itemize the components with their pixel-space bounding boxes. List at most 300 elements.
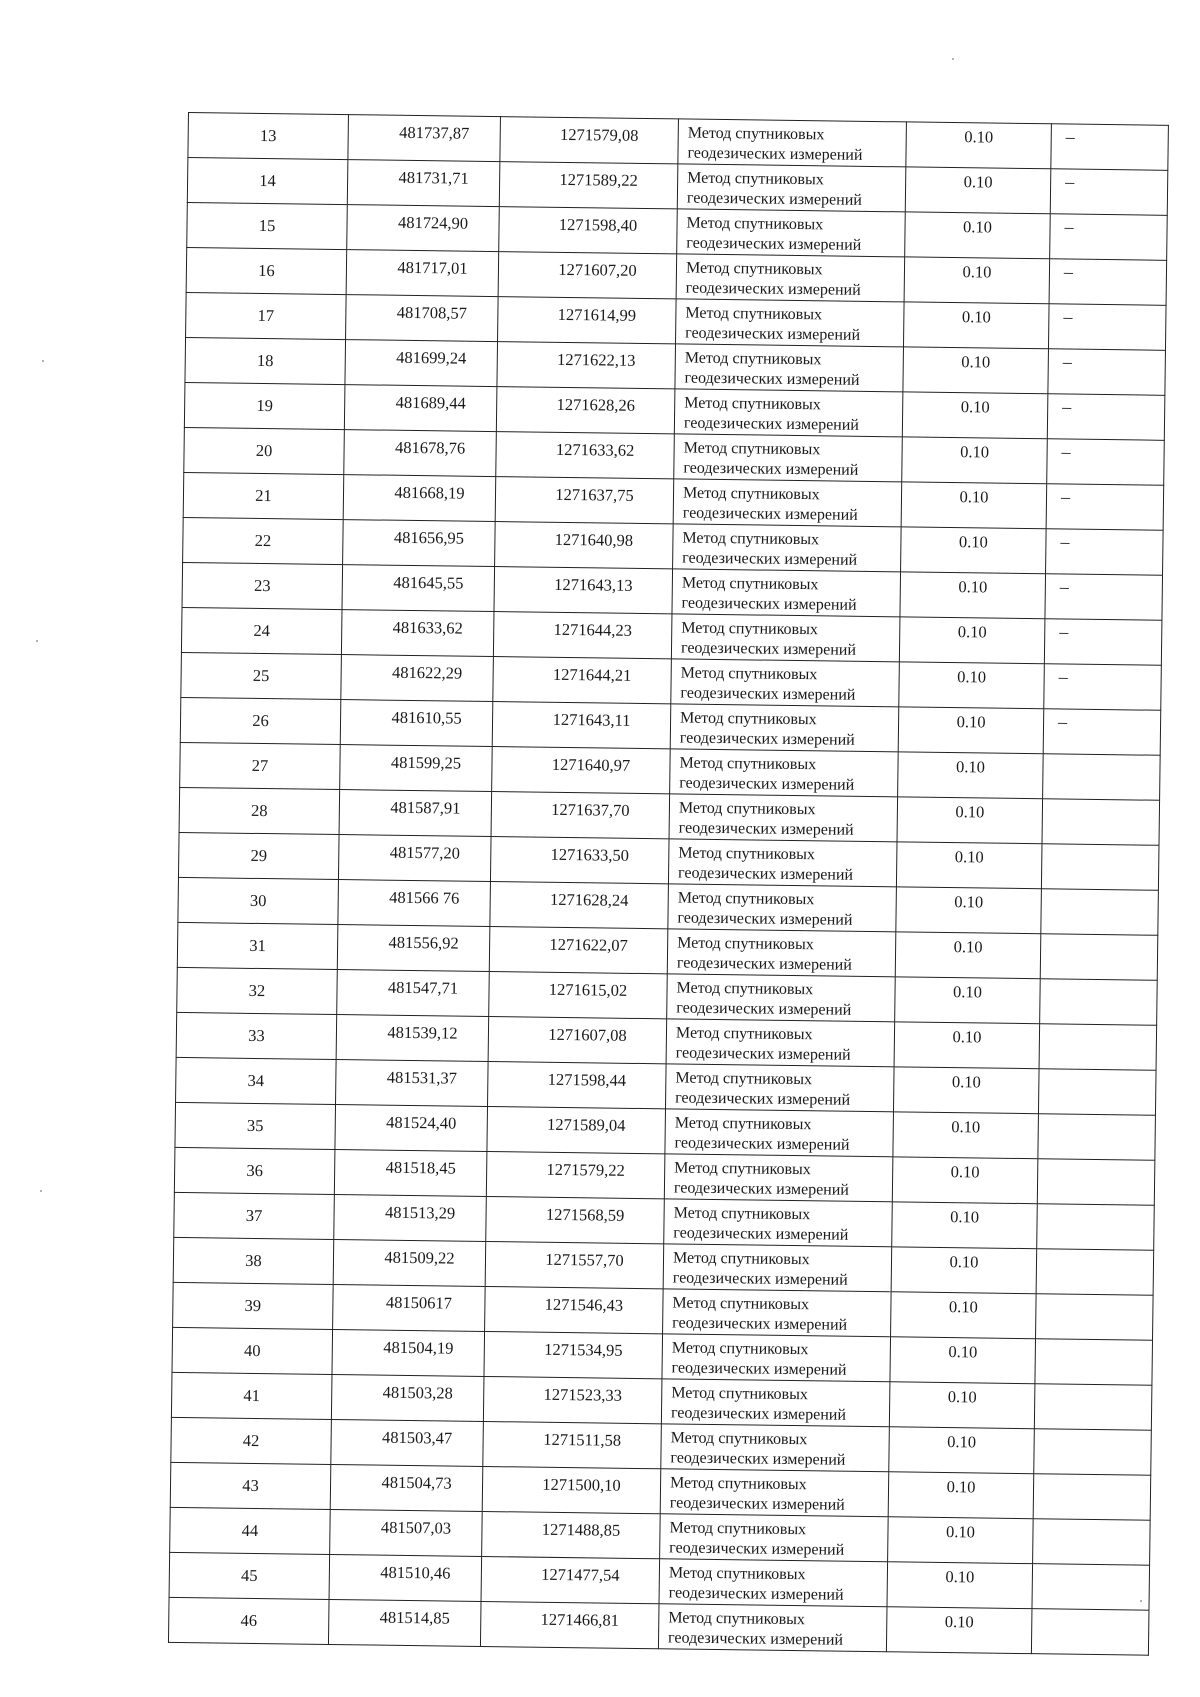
accuracy-value: 0.10 <box>952 982 983 1002</box>
note-value: – <box>1065 126 1075 147</box>
point-number: 38 <box>245 1250 262 1271</box>
accuracy-value: 0.10 <box>948 1342 978 1362</box>
note-value: – <box>1061 441 1071 462</box>
accuracy-cell <box>902 437 1048 484</box>
y-coordinate: 1271589,04 <box>546 1114 626 1135</box>
accuracy-value: 0.10 <box>959 487 989 507</box>
accuracy-cell <box>902 392 1048 439</box>
point-number-cell <box>178 877 339 924</box>
x-coordinate: 481514,85 <box>379 1607 450 1628</box>
method-line-2: геодезических измерений <box>678 819 854 839</box>
accuracy-cell <box>889 1382 1035 1429</box>
method-text <box>662 1379 890 1426</box>
point-number: 43 <box>242 1475 259 1496</box>
x-coordinate-cell <box>335 1105 488 1152</box>
point-number-cell <box>184 427 345 474</box>
y-coordinate-cell <box>495 477 674 524</box>
point-number-cell <box>170 1507 331 1554</box>
y-coordinate: 1271568,59 <box>545 1204 625 1225</box>
method-line-2: геодезических измерений <box>682 504 858 524</box>
point-number: 37 <box>245 1205 263 1226</box>
note-cell <box>1033 1474 1151 1521</box>
point-number-cell <box>182 562 343 609</box>
method-text <box>671 659 899 706</box>
coordinates-table <box>168 112 1169 1656</box>
note-value <box>1040 1024 1156 1028</box>
point-number-cell <box>169 1552 330 1599</box>
accuracy-cell <box>896 887 1042 934</box>
note-value: – <box>1065 171 1075 192</box>
y-coordinate-cell <box>499 162 678 209</box>
method-cell <box>662 1334 891 1382</box>
accuracy-value: 0.10 <box>960 397 990 417</box>
y-coordinate: 1271622,13 <box>556 349 636 370</box>
method-line-2: геодезических измерений <box>669 1494 845 1514</box>
accuracy-value: 0.10 <box>958 532 989 552</box>
x-coordinate: 481668,19 <box>394 482 465 503</box>
point-number: 40 <box>243 1340 261 1361</box>
method-line-2: геодезических измерений <box>677 864 854 884</box>
method-text <box>673 524 901 571</box>
method-line-1: Метод спутниковых <box>682 529 820 549</box>
x-coordinate: 481708,57 <box>396 302 468 323</box>
y-coordinate-cell <box>481 1556 660 1603</box>
y-coordinate: 1271534,95 <box>544 1339 623 1360</box>
accuracy-value: 0.10 <box>945 1522 976 1542</box>
note-cell <box>1040 934 1158 981</box>
method-line-2: геодезических измерений <box>670 1449 846 1469</box>
method-line-1: Метод спутниковых <box>675 1024 813 1044</box>
accuracy-value: 0.10 <box>947 1387 977 1407</box>
method-cell <box>663 1289 892 1337</box>
note-cell <box>1046 484 1164 531</box>
point-number: 21 <box>255 485 272 506</box>
point-number-cell <box>186 247 347 294</box>
x-coordinate-cell <box>347 160 500 207</box>
method-line-2: геодезических измерений <box>676 999 852 1019</box>
method-line-1: Метод спутниковых <box>686 214 824 234</box>
accuracy-value: 0.10 <box>948 1297 978 1317</box>
accuracy-cell <box>900 572 1046 619</box>
y-coordinate-cell <box>488 1062 667 1109</box>
method-text <box>667 1019 895 1066</box>
method-cell <box>672 569 901 617</box>
method-text <box>675 389 903 436</box>
y-coordinate-cell <box>496 387 675 434</box>
y-coordinate: 1271644,23 <box>553 619 633 640</box>
point-number: 39 <box>244 1295 262 1316</box>
x-coordinate-cell <box>337 970 490 1017</box>
accuracy-cell <box>888 1472 1034 1519</box>
point-number-cell <box>180 697 341 744</box>
note-cell <box>1036 1294 1154 1341</box>
x-coordinate-cell <box>343 475 496 522</box>
method-text <box>672 614 900 661</box>
y-coordinate: 1271640,97 <box>551 754 631 775</box>
method-cell <box>671 659 900 707</box>
method-line-2: геодезических измерений <box>680 639 857 659</box>
accuracy-cell <box>904 257 1050 304</box>
method-line-2: геодезических измерений <box>683 459 859 479</box>
accuracy-value: 0.10 <box>956 712 986 732</box>
x-coordinate: 481622,29 <box>391 662 463 683</box>
note-value <box>1038 1159 1154 1163</box>
accuracy-value: 0.10 <box>949 1252 979 1272</box>
accuracy-cell <box>890 1337 1036 1384</box>
x-coordinate: 481513,29 <box>384 1202 456 1223</box>
point-number-cell <box>185 337 346 384</box>
point-number-cell <box>170 1462 331 1509</box>
scan-speck <box>952 58 954 60</box>
accuracy-value: 0.10 <box>957 622 987 642</box>
accuracy-value: 0.10 <box>960 442 990 462</box>
note-cell <box>1034 1429 1152 1476</box>
point-number-cell <box>171 1417 332 1464</box>
point-number: 45 <box>240 1565 258 1586</box>
accuracy-cell <box>906 122 1052 169</box>
point-number: 29 <box>250 845 268 866</box>
y-coordinate-cell <box>497 342 676 389</box>
x-coordinate-cell <box>344 385 497 432</box>
x-coordinate-cell <box>338 835 491 882</box>
method-line-2: геодезических измерений <box>684 369 860 389</box>
note-value <box>1044 754 1160 758</box>
note-cell <box>1043 709 1161 756</box>
y-coordinate-cell <box>489 927 668 974</box>
y-coordinate-cell <box>480 1601 659 1648</box>
x-coordinate: 481737,87 <box>399 122 470 143</box>
y-coordinate: 1271500,10 <box>542 1474 621 1495</box>
x-coordinate: 481587,91 <box>390 797 461 818</box>
point-number: 27 <box>251 755 269 776</box>
y-coordinate-cell <box>489 972 668 1019</box>
note-value: – <box>1060 531 1070 552</box>
note-cell <box>1033 1519 1151 1566</box>
method-line-1: Метод спутниковых <box>668 1609 806 1629</box>
y-coordinate-cell <box>482 1511 661 1558</box>
x-coordinate: 481724,90 <box>397 212 469 233</box>
x-coordinate: 481610,55 <box>391 707 462 728</box>
x-coordinate: 48150617 <box>385 1292 453 1313</box>
note-value <box>1032 1609 1148 1613</box>
y-coordinate: 1271643,13 <box>554 574 633 595</box>
point-number: 44 <box>241 1520 259 1541</box>
method-text <box>674 434 902 481</box>
note-cell <box>1035 1339 1153 1386</box>
method-cell <box>674 434 903 482</box>
note-cell <box>1032 1564 1150 1611</box>
method-cell <box>665 1109 894 1157</box>
accuracy-cell <box>903 347 1049 394</box>
method-line-2: геодезических измерений <box>681 594 857 614</box>
note-value: – <box>1062 396 1072 417</box>
scan-speck <box>36 640 38 642</box>
y-coordinate-cell <box>496 432 675 479</box>
method-line-2: геодезических измерений <box>685 324 861 344</box>
point-number-cell <box>173 1237 334 1284</box>
note-cell <box>1041 844 1159 891</box>
x-coordinate: 481556,92 <box>388 932 459 953</box>
method-line-1: Метод спутниковых <box>679 709 817 729</box>
accuracy-value: 0.10 <box>945 1567 975 1587</box>
method-line-1: Метод спутниковых <box>680 664 818 684</box>
x-coordinate: 481731,71 <box>398 167 469 188</box>
x-coordinate-cell <box>342 565 495 612</box>
method-line-2: геодезических измерений <box>672 1314 848 1334</box>
method-text <box>663 1289 891 1336</box>
method-cell <box>669 794 898 842</box>
y-coordinate: 1271637,75 <box>555 484 634 505</box>
method-line-2: геодезических измерений <box>682 549 858 569</box>
x-coordinate: 481577,20 <box>389 842 461 863</box>
x-coordinate-cell <box>347 205 500 252</box>
method-cell <box>668 839 897 887</box>
x-coordinate-cell <box>336 1015 489 1062</box>
point-number: 42 <box>242 1430 260 1451</box>
point-number: 34 <box>247 1070 265 1091</box>
accuracy-value: 0.10 <box>963 217 993 237</box>
note-value: – <box>1060 486 1071 507</box>
point-number: 22 <box>254 530 272 551</box>
accuracy-value: 0.10 <box>954 892 984 912</box>
method-cell <box>677 164 906 212</box>
accuracy-cell <box>903 302 1049 349</box>
method-line-1: Метод спутниковых <box>684 394 821 414</box>
method-line-1: Метод спутниковых <box>679 754 817 774</box>
method-line-1: Метод спутниковых <box>672 1294 810 1314</box>
note-value <box>1041 979 1157 983</box>
method-cell <box>663 1244 892 1292</box>
y-coordinate: 1271615,02 <box>548 979 628 1000</box>
y-coordinate: 1271614,99 <box>557 304 637 325</box>
method-text <box>675 344 903 391</box>
note-value <box>1037 1294 1153 1298</box>
accuracy-value: 0.10 <box>944 1612 974 1632</box>
y-coordinate-cell <box>485 1286 664 1333</box>
scan-speck <box>40 1190 42 1192</box>
accuracy-cell <box>899 662 1045 709</box>
method-line-1: Метод спутниковых <box>671 1339 809 1359</box>
point-number-cell <box>184 382 345 429</box>
y-coordinate-cell <box>490 882 669 929</box>
accuracy-value: 0.10 <box>954 847 984 867</box>
method-line-1: Метод спутниковых <box>683 439 821 459</box>
x-coordinate-cell <box>333 1240 486 1287</box>
point-number-cell <box>177 922 338 969</box>
accuracy-value: 0.10 <box>963 172 993 192</box>
accuracy-value: 0.10 <box>950 1207 980 1227</box>
method-line-1: Метод спутниковых <box>684 349 822 369</box>
point-number-cell <box>175 1102 336 1149</box>
point-number: 23 <box>253 575 271 596</box>
note-cell <box>1038 1069 1156 1116</box>
note-cell <box>1046 529 1164 576</box>
x-coordinate-cell <box>334 1195 487 1242</box>
accuracy-cell <box>898 707 1044 754</box>
point-number: 46 <box>240 1610 258 1631</box>
note-cell <box>1050 169 1168 216</box>
method-line-1: Метод спутниковых <box>675 1069 813 1089</box>
accuracy-cell <box>888 1517 1034 1564</box>
y-coordinate-cell <box>483 1421 662 1468</box>
method-line-2: геодезических измерений <box>675 1044 851 1064</box>
point-number-cell <box>181 652 342 699</box>
note-cell <box>1036 1249 1154 1296</box>
accuracy-value: 0.10 <box>951 1117 981 1137</box>
method-text <box>677 209 905 256</box>
x-coordinate: 481524,40 <box>386 1112 457 1133</box>
y-coordinate: 1271598,40 <box>558 214 638 235</box>
x-coordinate: 481509,22 <box>384 1247 455 1268</box>
point-number: 18 <box>256 350 274 371</box>
note-cell <box>1044 619 1162 666</box>
x-coordinate: 481539,12 <box>387 1022 458 1043</box>
method-text <box>677 254 905 301</box>
y-coordinate-cell <box>498 252 677 299</box>
note-value <box>1037 1249 1153 1253</box>
x-coordinate: 481503,47 <box>381 1427 453 1448</box>
point-number: 41 <box>243 1385 261 1406</box>
x-coordinate-cell <box>328 1599 481 1646</box>
y-coordinate: 1271628,24 <box>549 889 629 910</box>
x-coordinate-cell <box>331 1374 484 1421</box>
x-coordinate-cell <box>333 1285 486 1332</box>
method-cell <box>658 1604 887 1652</box>
method-line-1: Метод спутниковых <box>678 844 816 864</box>
method-line-1: Метод спутниковых <box>681 574 819 594</box>
point-number: 26 <box>252 710 269 731</box>
y-coordinate: 1271579,22 <box>546 1159 625 1180</box>
method-line-1: Метод спутниковых <box>669 1474 807 1494</box>
method-line-1: Метод спутниковых <box>670 1429 808 1449</box>
x-coordinate-cell <box>330 1509 483 1556</box>
accuracy-value: 0.10 <box>961 307 991 327</box>
x-coordinate-cell <box>346 295 499 342</box>
x-coordinate: 481633,62 <box>392 617 463 638</box>
note-cell <box>1044 664 1162 711</box>
x-coordinate: 481717,01 <box>397 257 468 278</box>
method-line-1: Метод спутниковых <box>673 1204 811 1224</box>
y-coordinate: 1271546,43 <box>544 1294 624 1315</box>
method-text <box>671 704 899 751</box>
point-number-cell <box>174 1192 335 1239</box>
method-line-2: геодезических измерений <box>670 1404 847 1424</box>
accuracy-cell <box>889 1427 1035 1474</box>
y-coordinate: 1271633,62 <box>555 439 635 460</box>
note-value <box>1043 799 1159 803</box>
method-cell <box>659 1559 888 1607</box>
accuracy-cell <box>899 617 1045 664</box>
method-text <box>668 929 896 976</box>
x-coordinate-cell <box>345 340 498 387</box>
x-coordinate-cell <box>341 610 494 657</box>
accuracy-value: 0.10 <box>947 1432 977 1452</box>
accuracy-value: 0.10 <box>955 757 986 777</box>
x-coordinate-cell <box>330 1464 483 1511</box>
note-value <box>1041 934 1157 938</box>
accuracy-cell <box>896 842 1042 889</box>
accuracy-value: 0.10 <box>958 577 988 597</box>
method-text <box>661 1424 889 1471</box>
x-coordinate: 481504,73 <box>381 1472 452 1493</box>
method-line-2: геодезических измерений <box>669 1539 845 1559</box>
x-coordinate: 481689,44 <box>395 392 466 413</box>
accuracy-cell <box>905 167 1051 214</box>
accuracy-value: 0.10 <box>962 262 992 282</box>
note-value <box>1038 1204 1154 1208</box>
point-number-cell <box>176 1012 337 1059</box>
accuracy-cell <box>901 527 1047 574</box>
method-line-2: геодезических измерений <box>680 684 856 704</box>
x-coordinate: 481510,46 <box>380 1562 451 1583</box>
x-coordinate: 481678,76 <box>394 437 466 458</box>
accuracy-cell <box>905 212 1051 259</box>
x-coordinate: 481507,03 <box>380 1517 452 1538</box>
scan-speck <box>1140 1600 1142 1602</box>
point-number: 30 <box>249 890 267 911</box>
note-cell <box>1037 1159 1155 1206</box>
method-line-2: геодезических измерений <box>679 729 855 749</box>
x-coordinate-cell <box>340 745 493 792</box>
point-number: 14 <box>259 170 276 191</box>
y-coordinate: 1271633,50 <box>550 844 630 865</box>
y-coordinate-cell <box>490 837 669 884</box>
point-number: 28 <box>250 800 268 821</box>
method-cell <box>673 479 902 527</box>
y-coordinate: 1271637,70 <box>551 799 630 820</box>
method-text <box>659 1604 887 1651</box>
point-number: 36 <box>246 1160 264 1181</box>
y-coordinate-cell <box>492 747 671 794</box>
accuracy-cell <box>891 1247 1037 1294</box>
method-line-2: геодезических измерений <box>668 1584 844 1604</box>
x-coordinate-cell <box>341 655 494 702</box>
note-value: – <box>1058 666 1068 687</box>
x-coordinate: 481566 76 <box>389 887 460 908</box>
x-coordinate-cell <box>334 1150 487 1197</box>
x-coordinate-cell <box>340 700 493 747</box>
y-coordinate: 1271466,81 <box>540 1609 620 1630</box>
method-line-1: Метод спутниковых <box>672 1249 810 1269</box>
note-cell <box>1037 1204 1155 1251</box>
note-cell <box>1045 574 1163 621</box>
method-cell <box>668 884 897 932</box>
accuracy-value: 0.10 <box>961 352 991 372</box>
y-coordinate-cell <box>486 1152 665 1199</box>
note-cell <box>1050 214 1168 261</box>
point-number: 24 <box>253 620 271 641</box>
method-line-2: геодезических измерений <box>671 1359 847 1379</box>
note-cell <box>1049 259 1167 306</box>
method-cell <box>676 254 905 302</box>
method-line-1: Метод спутниковых <box>674 1159 811 1179</box>
note-value <box>1042 889 1158 893</box>
accuracy-cell <box>891 1292 1037 1339</box>
x-coordinate: 481518,45 <box>385 1157 456 1178</box>
method-text <box>668 884 896 931</box>
x-coordinate-cell <box>331 1419 484 1466</box>
note-cell <box>1040 979 1158 1026</box>
note-cell <box>1043 754 1161 801</box>
method-cell <box>667 974 896 1022</box>
accuracy-value: 0.10 <box>953 937 983 957</box>
method-cell <box>675 344 904 392</box>
method-line-1: Метод спутниковых <box>682 484 820 504</box>
note-value <box>1039 1114 1155 1118</box>
point-number-cell <box>174 1147 335 1194</box>
accuracy-cell <box>893 1067 1039 1114</box>
note-value <box>1034 1474 1150 1478</box>
